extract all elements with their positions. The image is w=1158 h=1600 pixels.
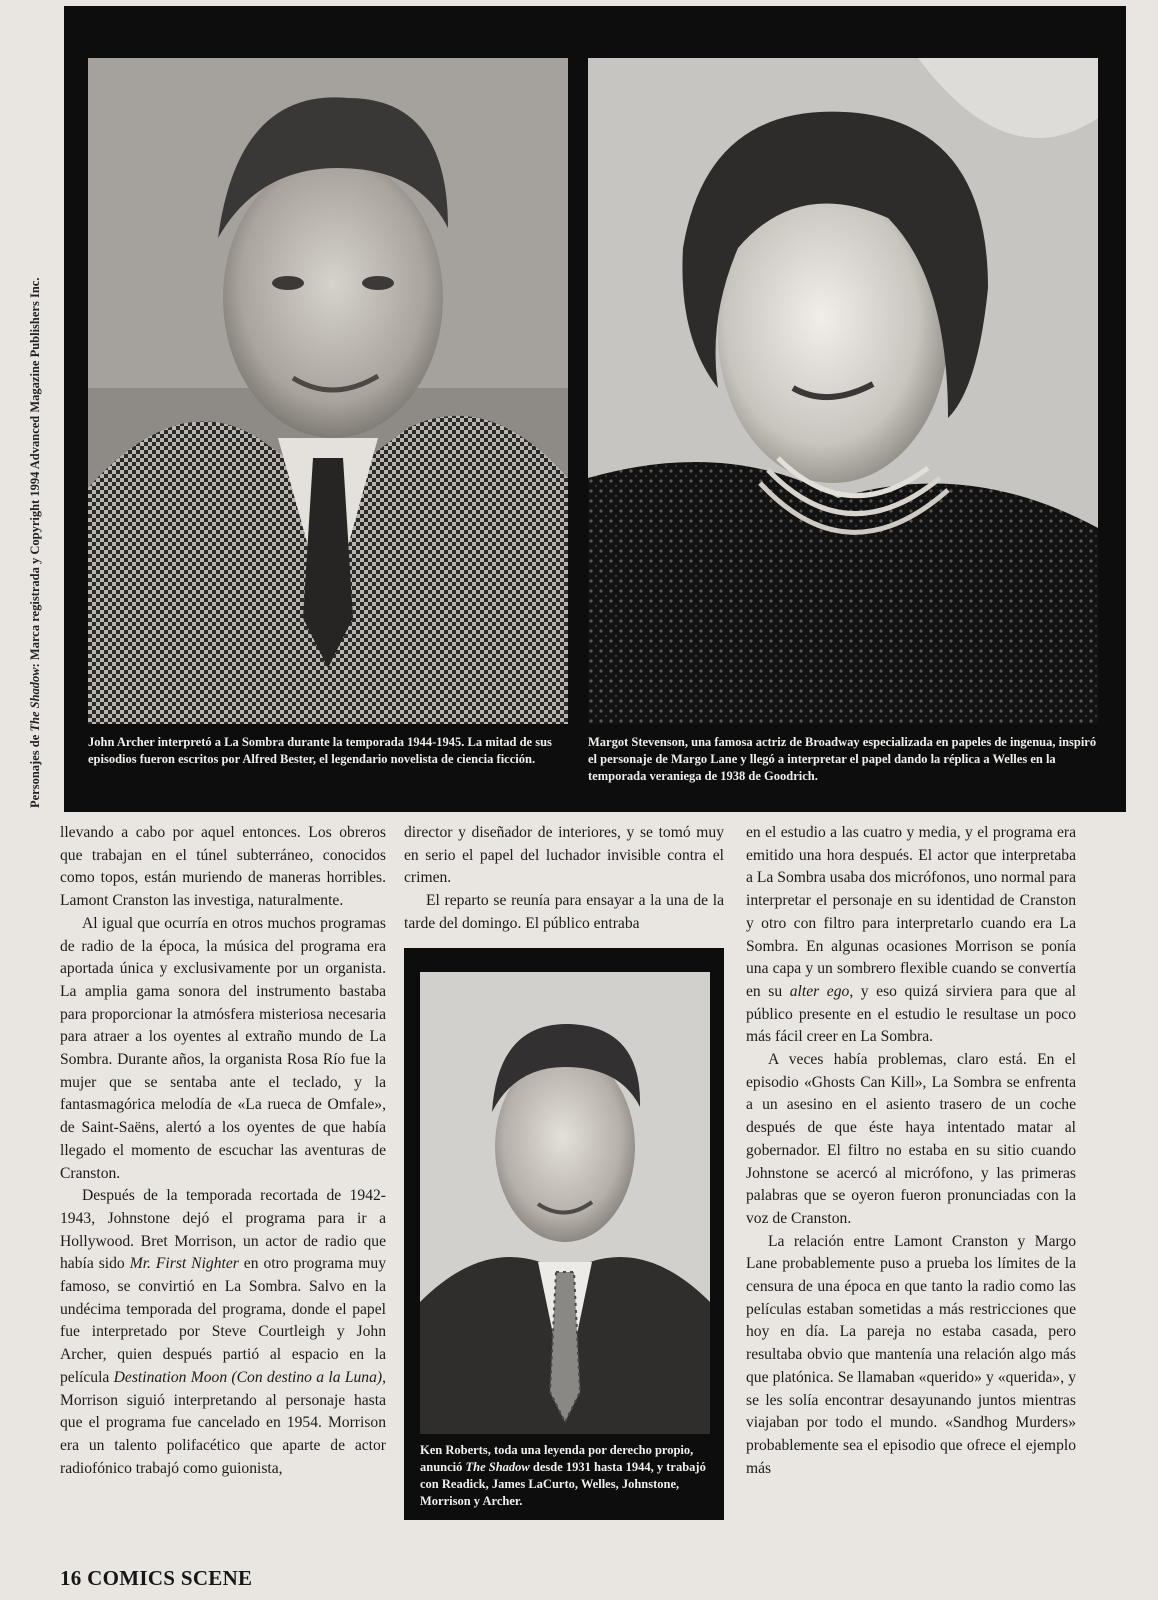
paragraph: llevando a cabo por aquel entonces. Los obreros que trabajan en el túnel subterráneo, conocidos como topos, están muriendo de maneras horribles. Lamont Cranston las investiga, naturalmente.	[60, 824, 386, 910]
paragraph: Al igual que ocurría en otros muchos programas de radio de la época, la música del programa era aportada única y exclusivamente por un organista. La amplia gama sonora del instrumento bastaba para proporcionar la atmósfera misteriosa necesaria para atraer a los oyentes al extraño mundo de La Sombra. Durante años, la organista Rosa Río fue la mujer que se sentaba ante el teclado, y la fantasmagórica melodía de «La rueca de Omfale», de Saint-Saëns, alertó a los oyentes de que había llegado el momento de escuchar las aventuras de Cranston.	[60, 914, 386, 1182]
photo-margot-stevenson	[588, 58, 1098, 724]
paragraph: El reparto se reunía para ensayar a la una de la tarde del domingo. El público entraba	[404, 892, 724, 932]
portrait-woman-illustration	[588, 58, 1098, 724]
paragraph: La relación entre Lamont Cranston y Margo Lane probablemente puso a prueba los límites de la censura de una época en que tanto la radio como las películas estaban sometidas a más restricciones que hoy en día. La pareja no estaba casada, pero resultaba obvio que mantenía una relación algo más que platónica. Se llamaban «querido» y «querida», y se les solía encontrar desayunando juntos mientras viajaban por todo el mundo. «Sandhog Murders» probablemente sea el episodio que ofrece el ejemplo más	[746, 1232, 1076, 1477]
copyright-credit: Personajes de The Shadow: Marca registrada y Copyright 1994 Advanced Magazine Publishers Inc.	[28, 277, 42, 808]
paragraph: en el estudio a las cuatro y media, y el programa era emitido una hora después. El actor que interpretaba a La Sombra usaba dos micrófonos, uno normal para interpretar el personaje en su identidad de Cranston y otro con filtro para interpretarlo cuando era La Sombra. En algunas ocasiones Morrison se ponía una capa y un sombrero flexible cuando se convertía en su alter ego, y eso quizá sirviera para que al público presente en el estudio le resultase un poco más fácil creer en La Sombra.	[746, 824, 1076, 1046]
text-column-3	[746, 822, 1076, 1480]
inset-photo-box	[404, 948, 724, 1520]
photo-john-archer	[88, 58, 568, 724]
paragraph: A veces había problemas, claro está. En el episodio «Ghosts Can Kill», La Sombra se enfrenta a un asesino en el asiento trasero de un coche después de que éste haya intentado matar al gobernador. El filtro no estaba en su sitio cuando Johnstone se acercó al micrófono, y las primeras palabras que se oyeron fueron pronunciadas con la voz de Cranston.	[746, 1051, 1076, 1227]
credit-title: The Shadow	[28, 667, 42, 732]
caption-john-archer: John Archer interpretó a La Sombra durante la temporada 1944-1945. La mitad de sus episodios fueron escritos por Alfred Bester, el legendario novelista de ciencia ficción.	[88, 735, 552, 766]
portrait-man-illustration	[88, 58, 568, 724]
photo-ken-roberts	[420, 972, 710, 1434]
text-column-1	[60, 822, 386, 1480]
top-photo-band	[64, 6, 1126, 812]
caption-margot-stevenson: Margot Stevenson, una famosa actriz de Broadway especializada en papeles de ingenua, inspiró el personaje de Margo Lane y llegó a interpretar el papel dando la réplica a Welles en la temporada veraniega de 1938 de Goodrich.	[588, 735, 1097, 783]
paragraph: director y diseñador de interiores, y se tomó muy en serio el papel del luchador invisible contra el crimen.	[404, 824, 724, 887]
caption-ken-roberts: Ken Roberts, toda una leyenda por derecho propio, anunció The Shadow desde 1931 hasta 1944, y trabajó con Readick, James LaCurto, Welles, Johnstone, Morrison y Archer.	[420, 1443, 706, 1508]
page-folio: 16 COMICS SCENE	[60, 1566, 253, 1590]
portrait-man-suit-illustration	[420, 972, 710, 1434]
paragraph: Después de la temporada recortada de 1942-1943, Johnstone dejó el programa para ir a Hollywood. Bret Morrison, un actor de radio que había sido Mr. First Nighter en otro programa muy famoso, se convirtió en La Sombra. Salvo en la undécima temporada del programa, donde el papel fue interpretado por Steve Courtleigh y John Archer, quien después partió al espacio en la película Destination Moon (Con destino a la Luna), Morrison siguió interpretando al personaje hasta que el programa fue cancelado en 1954. Morrison era un talento polifacético que aparte de actor radiofónico trabajó como guionista,	[60, 1187, 387, 1477]
text-column-2	[404, 822, 724, 936]
